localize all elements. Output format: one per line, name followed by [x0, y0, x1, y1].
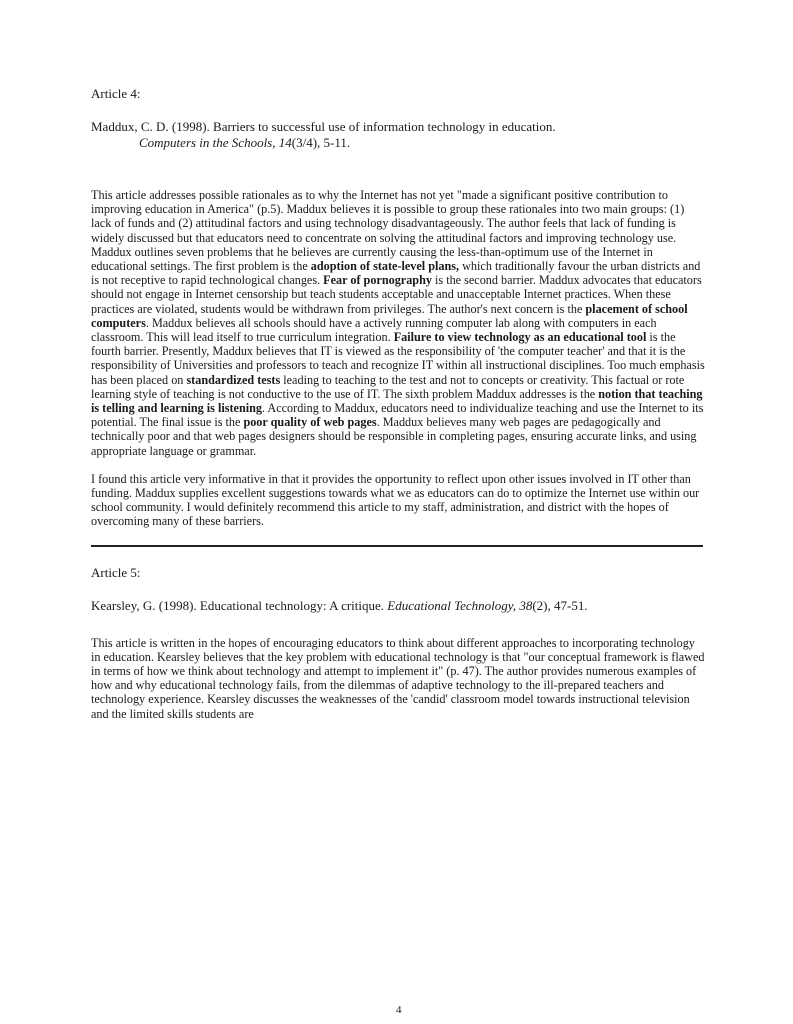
- article-4-citation: [91, 119, 706, 151]
- summary-text: . According to Maddux, educators need to individualize teaching and use the Internet to its potential. The final issue is the: [91, 401, 704, 430]
- article-5-citation: [91, 598, 706, 614]
- citation-issue: (2), 47-51.: [532, 597, 588, 613]
- citation-issue: (3/4), 5-11.: [291, 135, 351, 150]
- barrier-2: Fear of pornography: [323, 273, 432, 288]
- article-5-heading: Article 5:: [91, 564, 141, 580]
- summary-text: which traditionally favour the urban districts and is not receptive to rapid technological changes.: [91, 259, 701, 288]
- page-number: 4: [396, 1004, 402, 1016]
- summary-text: . Maddux believes many web pages are pedagogically and technically poor and that web pages designers should be responsible in completing pages, ensuring accurate links, and using appropriate language or grammar.: [91, 415, 697, 458]
- barrier-5: standardized tests: [186, 372, 281, 387]
- summary-text: leading to teaching to the test and not to concepts or creativity. This factual or rote learning style of teaching is not conductive to the use of IT. The sixth problem Maddux addresses is the: [91, 372, 685, 401]
- citation-text: Kearsley, G. (1998). Educational technology: A critique.: [91, 597, 388, 613]
- summary-text: This article addresses possible rationales as to why the Internet has not yet "made a significant positive contribution to improving education in America" (p.5). Maddux believes it is possible to group these rationales into two main groups: (1) lack of funds and (2) attitudinal factors and using technology disadvantageously. The author feels that lack of funding is widely discussed but that educators need to concentrate on solving the attitudinal factors and improving technology use. Maddux outlines seven problems that he believes are currently causing the less-than-optimum use of the Internet in educational settings. The first problem is the: [91, 188, 685, 274]
- citation-journal: Computers in the Schools, 14: [139, 135, 292, 150]
- section-divider: [91, 545, 703, 547]
- barrier-4: Failure to view technology as an educational tool: [393, 330, 647, 345]
- barrier-7: poor quality of web pages: [243, 415, 377, 430]
- article-4-summary: [91, 188, 706, 458]
- barrier-6: notion that teaching is telling and learning is listening: [91, 386, 703, 416]
- article-5-summary: This article is written in the hopes of encouraging educators to think about different approaches to incorporating technology in education. Kearsley believes that the key problem with educational technology is that "our conceptual framework is flawed in terms of how we think about technology and attempt to implement it" (p. 47). The author provides numerous examples of how and why educational technology fails, from the dilemmas of adaptive technology to the ill-prepared teachers and technology experience. Kearsley discusses the weaknesses of the 'candid' classroom model towards instructional television and the limited skills students are: [91, 635, 705, 721]
- summary-text: is the second barrier. Maddux advocates that educators should not engage in Internet censorship but teach students acceptable and unacceptable Internet practices. When these practices are violated, students would be withdrawn from privileges. The author's next concern is the: [91, 273, 702, 316]
- barrier-3: placement of school computers: [91, 301, 688, 330]
- citation-text: Maddux, C. D. (1998). Barriers to successful use of information technology in education.: [91, 119, 556, 134]
- citation-journal: Educational Technology, 38: [387, 597, 533, 613]
- article-4-reflection: I found this article very informative in that it provides the opportunity to reflect upon other issues involved in IT other than funding. Maddux supplies excellent suggestions towards what we as educators can do to optimize the Internet use within our school community. I would definitely recommend this article to my staff, administration, and district with the hopes of overcoming many of these barriers.: [91, 471, 700, 529]
- summary-text: is the fourth barrier. Presently, Maddux believes that IT is viewed as the responsibility of 'the computer teacher' and that it is the responsibility of Universities and professors to teach and recognize IT within all instructional disciplines. Too much emphasis has been placed on: [91, 330, 705, 387]
- article-4-heading: Article 4:: [91, 86, 141, 101]
- summary-text: . Maddux believes all schools should have a actively running computer lab along with computers in each classroom. This will lead itself to true curriculum integration.: [91, 315, 657, 345]
- page-content: [91, 86, 706, 735]
- barrier-1: adoption of state-level plans,: [310, 259, 460, 274]
